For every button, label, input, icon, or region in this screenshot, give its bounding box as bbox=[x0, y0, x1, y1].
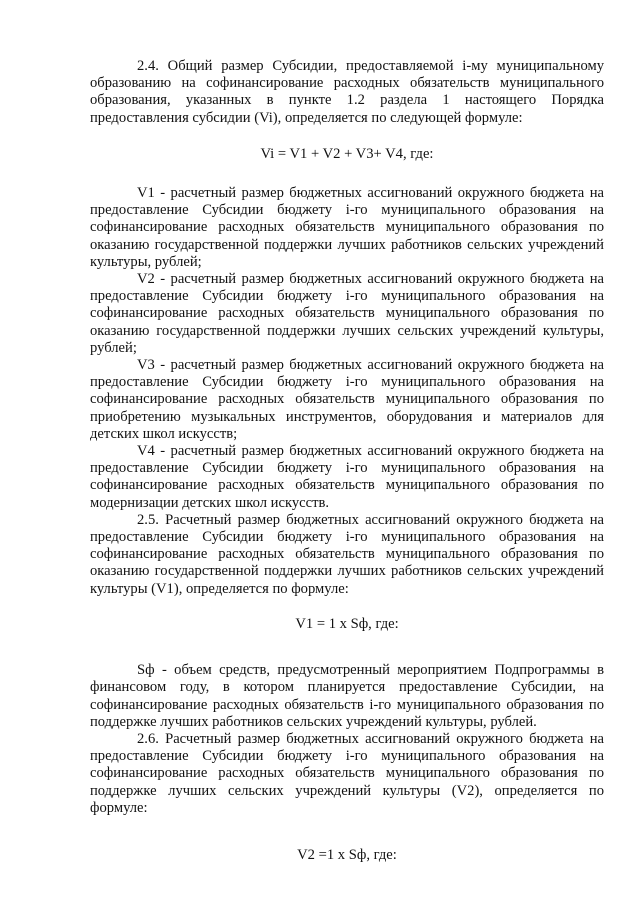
paragraph-sf-definition: Sф - объем средств, предусмотренный мероприятием Подпрограммы в финансовом году, в котором планируется предоставление Субсидии, на софинансирование расходных обязательств i-го муниципального образования по поддержке лучших работников сельских учреждений культуры, рублей. bbox=[90, 662, 604, 730]
paragraph-v3-definition: V3 - расчетный размер бюджетных ассигнований окружного бюджета на предоставление Субсидии бюджету i-го муниципального образования на софинансирование расходных обязательств муниципального образования по приобретению музыкальных инструментов, оборудования и материалов для детских школ искусств; bbox=[90, 357, 604, 442]
paragraph-2-5: 2.5. Расчетный размер бюджетных ассигнований окружного бюджета на предоставление Субсидии бюджету i-го муниципального образования на софинансирование расходных обязательств муниципального образования по оказанию государственной поддержки лучших работников сельских учреждений культуры (V1), определяется по формуле: bbox=[90, 511, 604, 597]
formula-vi: Vi = V1 + V2 + V3+ V4, где: bbox=[260, 145, 434, 162]
paragraph-2-4: 2.4. Общий размер Субсидии, предоставляемой i-му муниципальному образованию на софинансирование расходных обязательств муниципального образования, указанных в пункте 1.2 раздела 1 настоящего Порядка предоставления субсидии (Vi), определяется по следующей формуле: bbox=[90, 58, 604, 126]
paragraph-v2-definition: V2 - расчетный размер бюджетных ассигнований окружного бюджета на предоставление Субсидии бюджету i-го муниципального образования на софинансирование расходных обязательств муниципального образования по оказанию государственной поддержки лучших сельских учреждений культуры, рублей; bbox=[90, 271, 604, 356]
paragraph-v1-definition: V1 - расчетный размер бюджетных ассигнований окружного бюджета на предоставление Субсидии бюджету i-го муниципального образования на софинансирование расходных обязательств муниципального образования по оказанию государственной поддержки лучших работников сельских учреждений культуры, рублей; bbox=[90, 185, 604, 270]
formula-v2: V2 =1 x Sф, где: bbox=[297, 846, 397, 863]
paragraph-2-6: 2.6. Расчетный размер бюджетных ассигнований окружного бюджета на предоставление Субсидии бюджету i-го муниципального образования на софинансирование расходных обязательств муниципального образования по поддержке лучших сельских учреждений культуры (V2), определяется по формуле: bbox=[90, 730, 604, 816]
paragraph-v4-definition: V4 - расчетный размер бюджетных ассигнований окружного бюджета на предоставление Субсидии бюджету i-го муниципального образования на софинансирование расходных обязательств муниципального образования по модернизации детских школ искусств. bbox=[90, 443, 604, 511]
formula-v1: V1 = 1 x Sф, где: bbox=[295, 615, 399, 632]
document-body bbox=[90, 58, 604, 864]
